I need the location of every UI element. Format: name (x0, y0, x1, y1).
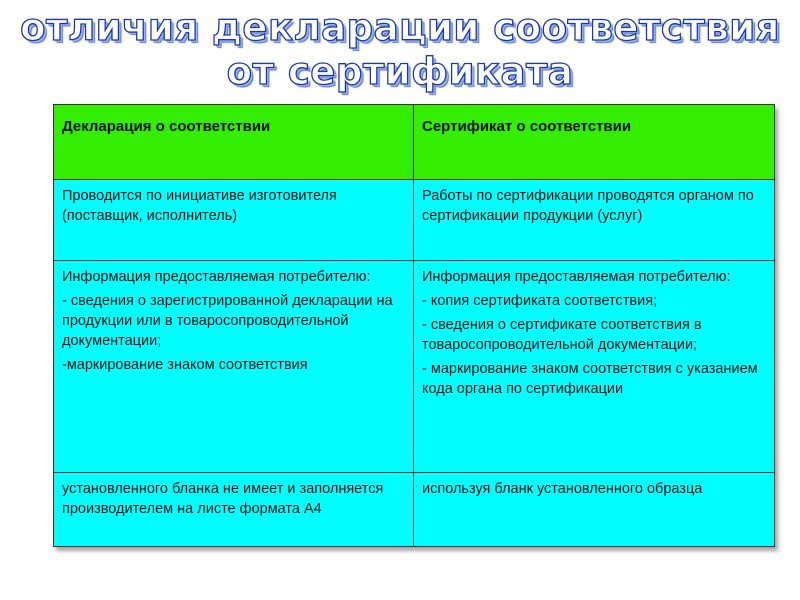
header-certificate: Сертификат о соответствии (414, 105, 775, 180)
slide-title-line-2: от сертификата (226, 50, 574, 93)
table-row-initiative (54, 180, 775, 261)
declaration-info-item-1: - сведения о зарегистрированной декларации на продукции или в товаросопроводительной документации; (62, 293, 393, 349)
certificate-info-item-3: - маркирование знаком соответствия с указанием кода органа по сертификации (422, 361, 758, 397)
cell-declaration-consumer-info (54, 261, 414, 473)
comparison-table (53, 104, 775, 547)
certificate-info-item-1: - копия сертификата соответствия; (422, 293, 658, 309)
slide-title-line-1: отличия декларации соответствия (20, 6, 780, 49)
table-header-row (54, 105, 775, 180)
table-row-form (54, 473, 775, 547)
certificate-info-item-2: - сведения о сертификате соответствия в товаросопроводительной документации; (422, 317, 702, 353)
slide-title (0, 6, 800, 94)
declaration-info-item-2: -маркирование знаком соответствия (62, 357, 308, 373)
cell-declaration-form: установленного бланка не имеет и заполняется производителем на листе формата А4 (54, 473, 414, 547)
cell-declaration-initiative: Проводится по инициативе изготовителя (поставщик, исполнитель) (54, 180, 414, 261)
cell-certificate-initiative: Работы по сертификации проводятся органом по сертификации продукции (услуг) (414, 180, 775, 261)
header-declaration: Декларация о соответствии (54, 105, 414, 180)
declaration-info-intro: Информация предоставляемая потребителю: (62, 269, 371, 285)
certificate-info-intro: Информация предоставляемая потребителю: (422, 269, 731, 285)
cell-certificate-consumer-info (414, 261, 775, 473)
cell-certificate-form: используя бланк установленного образца (414, 473, 775, 547)
table-row-consumer-info (54, 261, 775, 473)
